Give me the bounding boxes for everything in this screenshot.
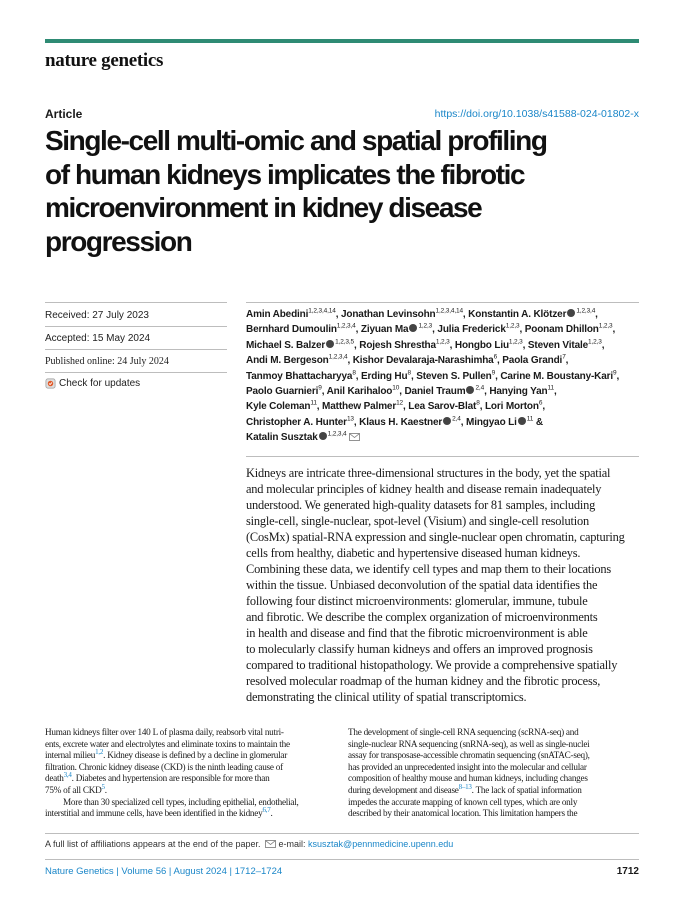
affiliations-footnote: [45, 839, 453, 849]
citation-ref[interactable]: 8–13: [458, 782, 472, 791]
author-name: ,: [542, 401, 545, 413]
affiliation-sup: 8: [352, 369, 356, 377]
body-line: 75% of all CKD$^5$.: [45, 782, 107, 795]
author-name: ,: [565, 355, 569, 367]
affiliation-sup: 1,2,3,4: [327, 430, 347, 438]
affiliation-sup: 1,2,3: [598, 323, 613, 331]
journal-name: nature genetics: [45, 50, 164, 71]
body-line: ents, excrete water and electrolytes and eliminate toxins to maintain the: [45, 738, 290, 749]
author-line: [246, 430, 646, 445]
received-date: Received: 27 July 2023: [45, 310, 149, 321]
divider: [246, 302, 639, 303]
published-date: Published online: 24 July 2024: [45, 356, 169, 367]
author-name: , Hongbo Liu: [449, 339, 509, 351]
author-name: , Steven S. Pullen: [410, 370, 492, 382]
author-list: [246, 307, 646, 446]
citation-ref[interactable]: 3,4: [63, 771, 72, 780]
email-link[interactable]: ksusztak@pennmedicine.upenn.edu: [308, 839, 454, 849]
author-name: , Hanying Yan: [484, 386, 548, 398]
author-name: Katalin Susztak: [246, 432, 318, 444]
orcid-icon[interactable]: [409, 324, 417, 332]
title-line: microenvironment in kidney disease: [45, 192, 482, 223]
author-name: Paolo Guarnieri: [246, 386, 319, 398]
abstract-line: and molecular principles of kidney health and disease remain inadequately: [246, 482, 602, 496]
author-name: , Lea Sarov-Blat: [403, 401, 477, 413]
body-column-right: [348, 727, 642, 820]
author-name: Amin Abedini: [246, 309, 309, 320]
affiliation-sup: 10: [392, 384, 400, 392]
journal-footer: Nature Genetics | Volume 56 | August 2024 | 1712–1724: [45, 866, 283, 877]
check-updates-label: Check for updates: [59, 378, 141, 389]
abstract-line: (CosMx) spatial-RNA expression and single-nuclear open chromatin, capturing: [246, 530, 625, 544]
author-name: ,: [553, 386, 557, 398]
affiliation-sup: 11: [526, 415, 534, 423]
author-line: [246, 353, 646, 368]
affiliation-sup: 11: [547, 384, 554, 392]
author-line: [246, 415, 646, 430]
body-line: single-nuclear RNA sequencing (snRNA-seq), as well as single-nuclei: [348, 738, 590, 749]
author-name: , Poonam Dhillon: [519, 324, 599, 336]
affiliation-sup: 1,2,3: [588, 338, 602, 346]
orcid-icon[interactable]: [567, 309, 575, 317]
affiliation-sup: 1,2,3,4: [328, 353, 348, 361]
abstract-line: to molecularly classify human kidneys and offers an improved prognosis: [246, 642, 593, 656]
author-name: , Ziyuan Ma: [355, 324, 409, 336]
author-name: , Daniel Traum: [399, 386, 466, 398]
author-name: ,: [601, 339, 605, 351]
affiliation-sup: 1,2,3,4,14: [435, 307, 463, 315]
author-name: Michael S. Balzer: [246, 339, 326, 351]
abstract-line: in health and disease and find that the fibrotic microenvironment is able: [246, 626, 588, 640]
affiliation-sup: 1,2,3: [505, 323, 520, 331]
divider: [246, 456, 639, 457]
affiliation-sup: 8: [476, 400, 480, 408]
body-line: interstitial and immune cells, have been identified in the kidney$^{6,7}$.: [45, 806, 273, 819]
article-title: [45, 124, 645, 258]
author-name: Kyle Coleman: [246, 401, 311, 413]
orcid-icon[interactable]: [326, 340, 334, 348]
divider: [45, 372, 227, 373]
divider: [45, 326, 227, 327]
body-line: impedes the accurate mapping of known cell types, which are only: [348, 796, 578, 807]
page-number: 1712: [616, 866, 639, 877]
author-line: [246, 399, 646, 414]
author-name: ,: [616, 370, 620, 382]
affiliation-sup: 1,2,3,5: [335, 338, 354, 346]
orcid-icon[interactable]: [466, 386, 474, 394]
author-name: &: [533, 416, 543, 428]
divider: [45, 859, 639, 860]
author-name: , Konstantin A. Klötzer: [462, 309, 567, 320]
title-line: of human kidneys implicates the fibrotic: [45, 158, 525, 190]
author-name: Tanmoy Bhattacharyya: [246, 370, 353, 382]
email-label: e-mail:: [278, 839, 306, 849]
abstract-line: Combining these data, we identify cell types and map them to their locations: [246, 562, 612, 576]
affiliation-sup: 1,2,3: [508, 338, 523, 346]
affiliation-sup: 6: [493, 353, 498, 361]
affiliation-sup: 9: [613, 369, 617, 377]
abstract-line: demonstrating the clinical utility of spatial transcriptomics.: [246, 690, 527, 704]
affiliation-sup: 12: [396, 400, 404, 408]
abstract-line: and fibrotic. We describe the complex organization of microenvironments: [246, 610, 598, 624]
affiliation-sup: 6: [538, 400, 543, 408]
affiliation-sup: 2,4: [475, 384, 485, 392]
affiliation-sup: 13: [346, 415, 354, 423]
divider: [45, 349, 227, 350]
body-line: has provided an unprecedented insight into the molecular and cellular: [348, 761, 587, 772]
affiliation-sup: 8: [407, 369, 411, 377]
body-line: internal milieu$^{1,2}$. Kidney disease is defined by a decline in glomerular: [45, 748, 288, 761]
body-column-left: [45, 727, 339, 820]
journal-header-bar: [45, 39, 639, 43]
author-name: Bernhard Dumoulin: [246, 324, 337, 336]
orcid-icon[interactable]: [518, 417, 526, 425]
body-line: death$^{3,4}$. Diabetes and hypertension are responsible for more than: [45, 771, 270, 784]
author-name: , Matthew Palmer: [316, 401, 397, 413]
body-line: Human kidneys filter over 140 L of plasma daily, reabsorb vital nutri-: [45, 727, 284, 737]
orcid-icon[interactable]: [443, 417, 451, 425]
title-line: Single-cell multi-omic and spatial profiling: [45, 125, 547, 156]
author-line: [246, 338, 646, 353]
author-name: , Lori Morton: [479, 401, 539, 413]
body-line: described by their anatomical location. This limitation hampers the: [348, 808, 578, 819]
abstract-line: compared to traditional histopathology. We provide a comprehensive spatially: [246, 658, 618, 672]
author-name: , Carine M. Boustany-Kari: [495, 370, 614, 382]
title-line: progression: [45, 225, 192, 257]
body-line: assay for transposase-accessible chromatin sequencing (snATAC-seq),: [348, 750, 590, 761]
divider: [45, 302, 227, 303]
abstract-line: resolved molecular roadmap of the human kidney and the fibrotic process,: [246, 674, 601, 688]
divider: [45, 833, 639, 834]
author-name: , Jonathan Levinsohn: [335, 309, 436, 320]
abstract-line: Kidneys are intricate three-dimensional structures in the body, yet the spatial: [246, 466, 611, 480]
affiliation-sup: 1,2,3,4: [336, 323, 356, 331]
affiliation-sup: 1,2,3,4,14: [308, 307, 336, 315]
affiliation-sup: 9: [318, 384, 322, 392]
citation-ref[interactable]: 6,7: [262, 806, 271, 815]
author-line: [246, 322, 646, 337]
corresponding-email-icon[interactable]: [349, 433, 360, 441]
body-line: composition of healthy mouse and human kidneys, including changes: [348, 773, 588, 784]
author-line: [246, 369, 646, 384]
affiliation-sup: 1,2,3: [435, 338, 450, 346]
check-for-updates[interactable]: [45, 378, 140, 389]
abstract-line: following four distinct microenvironments: glomerular, immune, tubule: [246, 594, 588, 608]
citation-ref[interactable]: 1,2: [95, 748, 104, 757]
author-name: ,: [612, 324, 616, 336]
abstract: [246, 465, 646, 705]
affiliation-sup: 7: [562, 353, 566, 361]
author-name: , Kishor Devalaraja-Narashimha: [347, 355, 494, 367]
doi-link[interactable]: https://doi.org/10.1038/s41588-024-01802-x: [434, 108, 639, 120]
author-name: , Rojesh Shrestha: [353, 339, 436, 351]
affiliation-sup: 9: [491, 369, 496, 377]
body-line: The development of single-cell RNA sequencing (scRNA-seq) and: [348, 727, 579, 737]
author-name: ,: [595, 309, 598, 320]
citation-ref[interactable]: 5: [101, 782, 105, 791]
body-line: during development and disease$^{8-13}$. The lack of spatial information: [348, 782, 582, 795]
author-name: , Erding Hu: [355, 370, 408, 382]
affiliation-sup: 1,2,3: [418, 323, 433, 331]
footnote-text: A full list of affiliations appears at the end of the paper.: [45, 839, 261, 849]
affiliation-sup: 11: [310, 400, 317, 408]
abstract-line: understood. We generated high-quality datasets for 81 samples, including: [246, 498, 596, 512]
email-icon: [265, 840, 276, 848]
author-name: , Julia Frederick: [432, 324, 506, 336]
author-name: , Steven Vitale: [522, 339, 589, 351]
author-line: [246, 384, 646, 399]
check-updates-icon: [45, 378, 56, 389]
abstract-line: single-cell, single-nuclear, spot-level (Visium) and single-cell resolution: [246, 514, 589, 528]
body-line: More than 30 specialized cell types, including epithelial, endothelial,: [63, 796, 299, 807]
author-name: Christopher A. Hunter: [246, 416, 347, 428]
author-name: , Anil Karihaloo: [321, 386, 393, 398]
abstract-line: within the tissue. Unbiased deconvolution of the spatial data identifies the: [246, 578, 598, 592]
orcid-icon[interactable]: [319, 432, 327, 440]
body-line: filtration. Chronic kidney disease (CKD) is the ninth leading cause of: [45, 761, 283, 772]
affiliation-sup: 1,2,3,4: [576, 307, 596, 315]
author-line: [246, 307, 646, 322]
accepted-date: Accepted: 15 May 2024: [45, 333, 151, 344]
article-type: Article: [45, 107, 83, 121]
affiliation-sup: 2,4: [452, 415, 461, 423]
abstract-line: cells from healthy, diabetic and hypertensive diseased human kidneys.: [246, 546, 581, 560]
author-name: , Klaus H. Kaestner: [353, 416, 443, 428]
author-name: , Paola Grandi: [497, 355, 563, 367]
author-name: Andi M. Bergeson: [246, 355, 329, 367]
author-name: , Mingyao Li: [460, 416, 517, 428]
